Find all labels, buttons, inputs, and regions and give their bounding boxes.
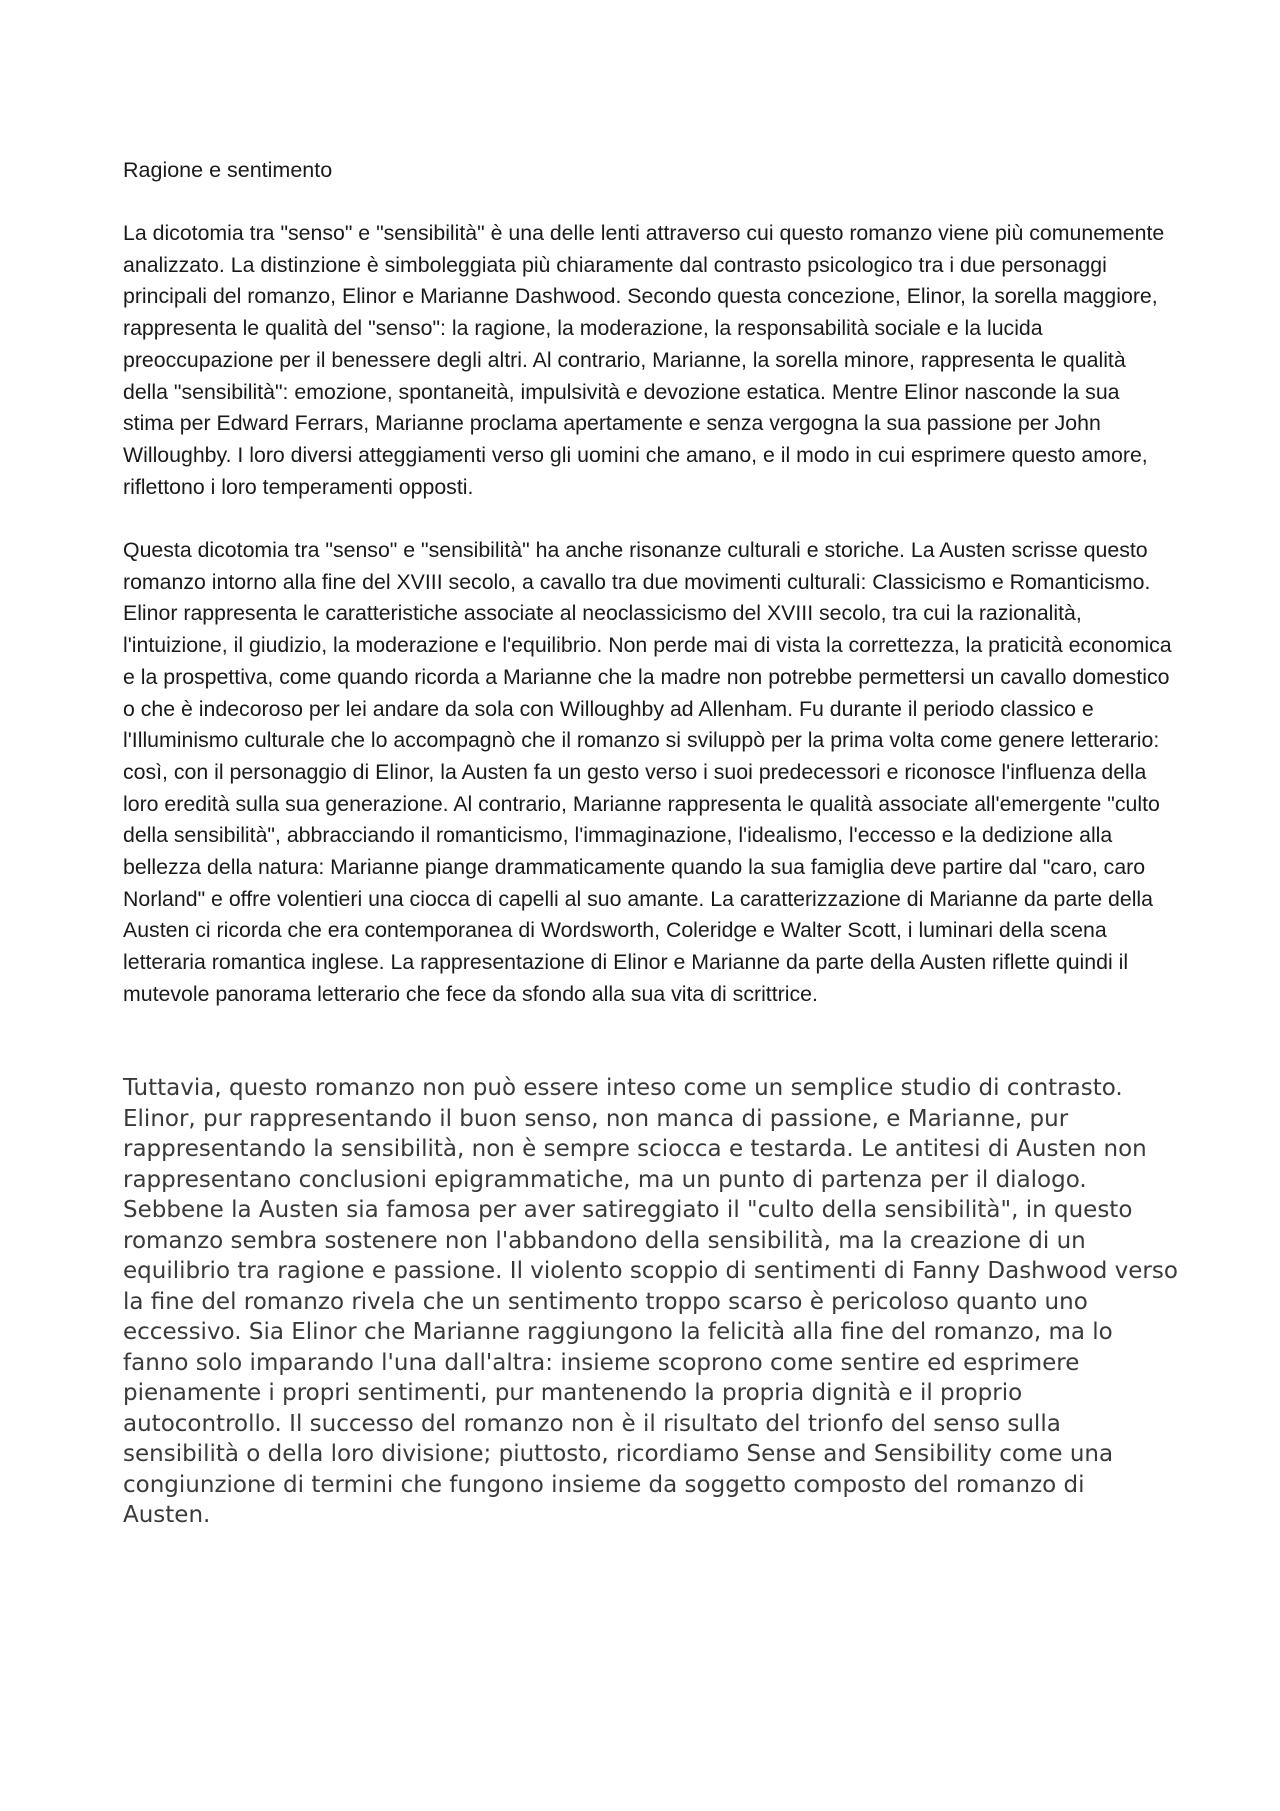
document-title: Ragione e sentimento (123, 158, 333, 182)
paragraph-1: La dicotomia tra "senso" e "sensibilità" è una delle lenti attraverso cui questo romanzo viene più comunemente analizzato. La distinzione è simboleggiata più chiaramente dal contrasto psicologico tra i due personaggi principali del romanzo, Elinor e Marianne Dashwood. Secondo questa concezione, Elinor, la sorella maggiore, rappresenta le qualità del "senso": la ragione, la moderazione, la responsabilità sociale e la lucida preoccupazione per il benessere degli altri. Al contrario, Marianne, la sorella minore, rappresenta le qualità della "sensibilità": emozione, spontaneità, impulsività e devozione estatica. Mentre Elinor nasconde la sua stima per Edward Ferrars, Marianne proclama apertamente e senza vergogna la sua passione per John Willoughby. I loro diversi atteggiamenti verso gli uomini che amano, e il modo in cui esprimere questo amore, riflettono i loro temperamenti opposti. (123, 221, 1165, 499)
paragraph-3: Tuttavia, questo romanzo non può essere inteso come un semplice studio di contrasto. Elinor, pur rappresentando il buon senso, non manca di passione, e Marianne, pur rappresentando la sensibilità, non è sempre sciocca e testarda. Le antitesi di Austen non rappresentano conclusioni epigrammatiche, ma un punto di partenza per il dialogo. Sebbene la Austen sia famosa per aver satireggiato il "culto della sensibilità", in questo romanzo sembra sostenere non l'abbandono della sensibilità, ma la creazione di un equilibrio tra ragione e passione. Il violento scoppio di sentimenti di Fanny Dashwood verso la fine del romanzo rivela che un sentimento troppo scarso è pericoloso quanto uno eccessivo. Sia Elinor che Marianne raggiungono la felicità alla fine del romanzo, ma lo fanno solo imparando l'una dall'altra: insieme scoprono come sentire ed esprimere pienamente i propri sentimenti, pur mantenendo la propria dignità e il proprio autocontrollo. Il successo del romanzo non è il risultato del trionfo del senso sulla sensibilità o della loro divisione; piuttosto, ricordiamo Sense and Sensibility come una congiunzione di termini che fungono insieme da soggetto composto del romanzo di Austen. (123, 1075, 1178, 1528)
paragraph-2: Questa dicotomia tra "senso" e "sensibilità" ha anche risonanze culturali e storiche. La Austen scrisse questo romanzo intorno alla fine del XVIII secolo, a cavallo tra due movimenti culturali: Classicismo e Romanticismo. Elinor rappresenta le caratteristiche associate al neoclassicismo del XVIII secolo, tra cui la razionalità, l'intuizione, il giudizio, la moderazione e l'equilibrio. Non perde mai di vista la correttezza, la praticità economica e la prospettiva, come quando ricorda a Marianne che la madre non potrebbe permettersi un cavallo domestico o che è indecoroso per lei andare da sola con Willoughby ad Allenham. Fu durante il periodo classico e l'Illuminismo culturale che lo accompagnò che il romanzo si sviluppò per la prima volta come genere letterario: così, con il personaggio di Elinor, la Austen fa un gesto verso i suoi predecessori e riconosce l'influenza della loro eredità sulla sua generazione. Al contrario, Marianne rappresenta le qualità associate all'emergente "culto della sensibilità", abbracciando il romanticismo, l'immaginazione, l'idealismo, l'eccesso e la dedizione alla bellezza della natura: Marianne piange drammaticamente quando la sua famiglia deve partire dal "caro, caro Norland" e offre volentieri una ciocca di capelli al suo amante. La caratterizzazione di Marianne da parte della Austen ci ricorda che era contemporanea di Wordsworth, Coleridge e Walter Scott, i luminari della scena letteraria romantica inglese. La rappresentazione di Elinor e Marianne da parte della Austen riflette quindi il mutevole panorama letterario che fece da sfondo alla sua vita di scrittrice. (123, 538, 1172, 1006)
